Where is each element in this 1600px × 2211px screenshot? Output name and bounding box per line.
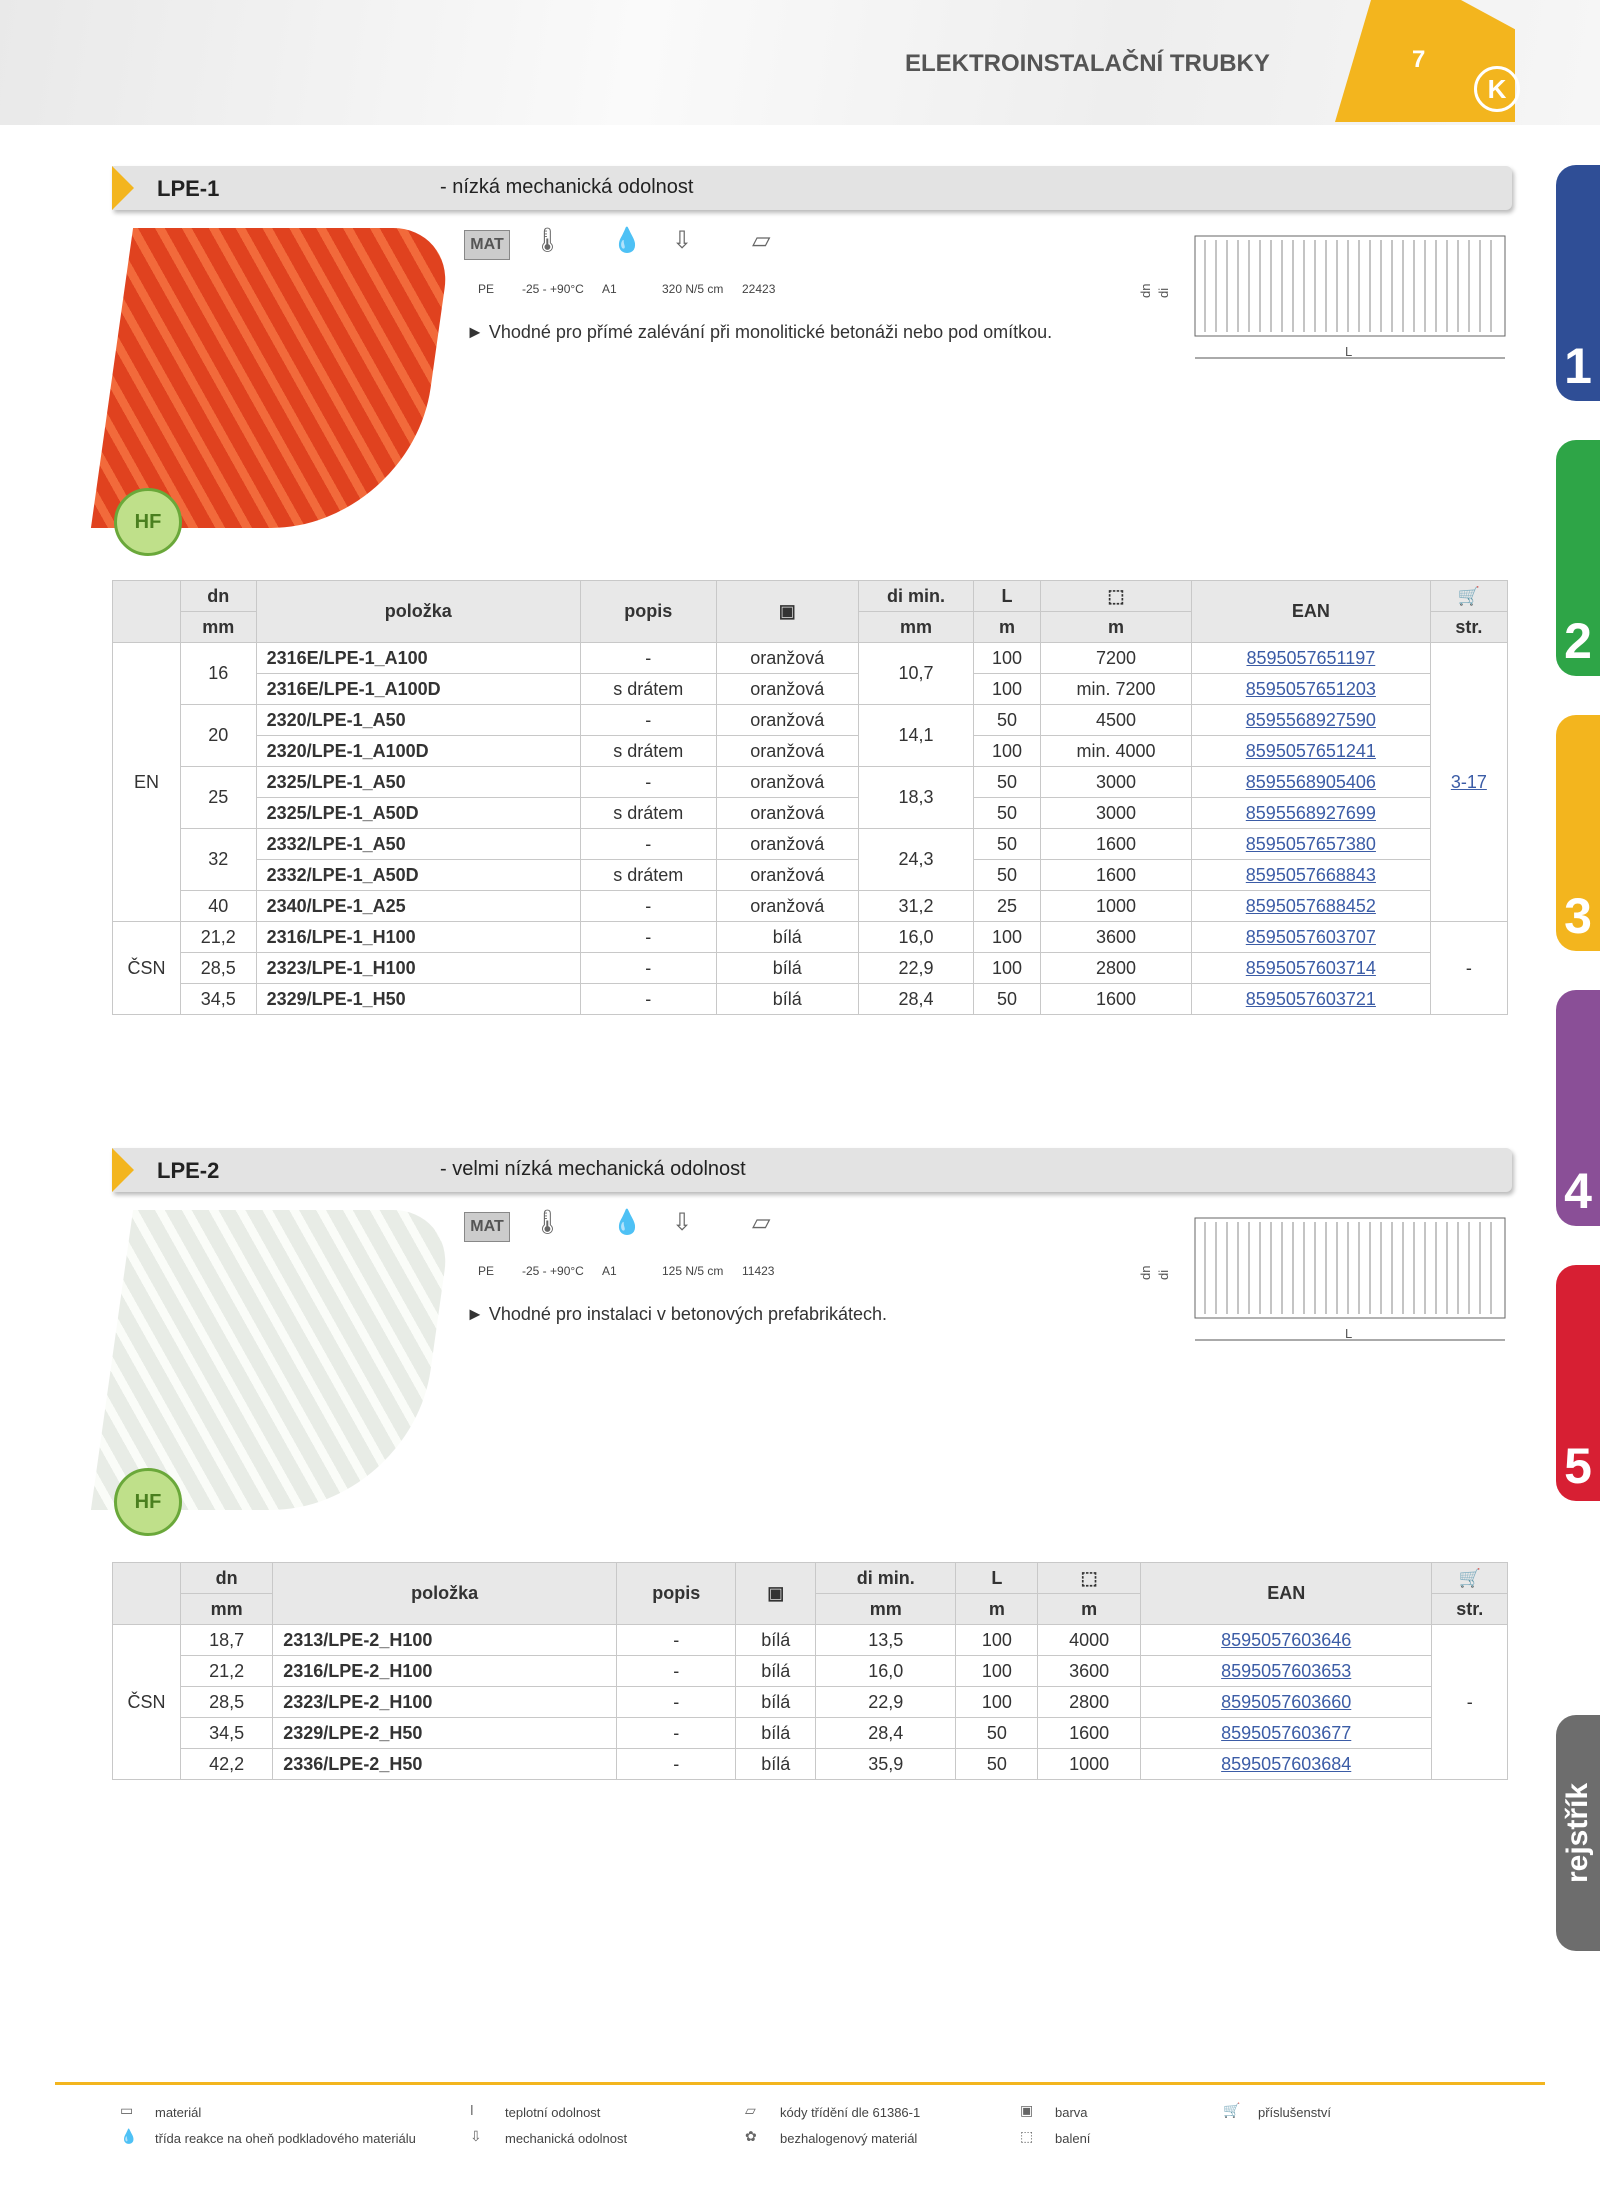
ean-link[interactable]: 8595057668843 xyxy=(1245,864,1376,885)
product-table-lpe2 xyxy=(112,1562,1508,1780)
cell: 2332/LPE-1_A50D xyxy=(266,864,419,885)
ean-link[interactable]: 8595568905406 xyxy=(1245,771,1376,792)
hf-badge: HF xyxy=(114,488,182,556)
L-label: L xyxy=(1345,1326,1353,1341)
ean-link[interactable]: 8595057651241 xyxy=(1245,740,1376,761)
cell: 2332/LPE-1_A50 xyxy=(266,833,406,854)
cell: 100 xyxy=(991,647,1022,668)
cell: 1600 xyxy=(1095,833,1136,854)
cell: - xyxy=(645,988,652,1009)
cell: 100 xyxy=(991,740,1022,761)
cell: 42,2 xyxy=(209,1753,245,1774)
cell: 2316/LPE-2_H100 xyxy=(283,1660,433,1681)
cell: ČSN xyxy=(127,957,166,978)
cell: 50 xyxy=(996,709,1017,730)
icon-label: PE xyxy=(478,1264,495,1278)
ean-link[interactable]: 8595057657380 xyxy=(1245,833,1376,854)
cell: 24,3 xyxy=(898,849,934,869)
section-header-lpe2 xyxy=(112,1148,1512,1192)
pipe-image-white xyxy=(91,1210,453,1510)
col-polozka: položka xyxy=(273,1563,617,1625)
side-tab-label: 1 xyxy=(1564,338,1592,394)
cell: 50 xyxy=(996,802,1017,823)
dimension-drawing xyxy=(1140,1210,1515,1350)
cell: 22,9 xyxy=(868,1691,904,1712)
cell: 28,5 xyxy=(200,957,236,978)
cell: 4500 xyxy=(1095,709,1136,730)
cell: - xyxy=(645,771,652,792)
product-desc: - nízká mechanická odolnost xyxy=(440,176,694,198)
cell: s drátem xyxy=(613,678,684,699)
table-row xyxy=(113,767,1508,798)
cell: - xyxy=(645,833,652,854)
cell: oranžová xyxy=(750,771,825,792)
cell: oranžová xyxy=(750,895,825,916)
cell: 40 xyxy=(208,895,229,916)
cell: 50 xyxy=(996,864,1017,885)
code-icon: ▱ xyxy=(752,227,771,254)
di-label: di xyxy=(1156,1269,1171,1280)
dn-label: dn xyxy=(1138,283,1153,298)
cell: 34,5 xyxy=(200,988,236,1009)
legend-label: třída reakce na oheň podkladového materiálu xyxy=(155,2131,416,2146)
cell: EN xyxy=(133,771,159,792)
ean-link[interactable]: 8595568927699 xyxy=(1245,802,1376,823)
col-polozka: položka xyxy=(256,581,580,643)
legend-label: příslušenství xyxy=(1258,2105,1331,2120)
cell: bílá xyxy=(761,1691,791,1712)
cell: 2800 xyxy=(1095,957,1136,978)
legend-label: bezhalogenový materiál xyxy=(780,2131,918,2146)
cell: - xyxy=(673,1753,680,1774)
cell: s drátem xyxy=(613,864,684,885)
cell: 14,1 xyxy=(898,725,934,745)
icon-label: A1 xyxy=(602,1264,617,1278)
table-row xyxy=(113,922,1508,953)
ean-link[interactable]: 8595057603707 xyxy=(1245,926,1376,947)
cell: 28,4 xyxy=(898,988,934,1009)
cell: 13,5 xyxy=(868,1629,904,1650)
cell: 25 xyxy=(208,787,229,807)
col-ean: EAN xyxy=(1192,581,1431,643)
brand-logo: K xyxy=(1474,66,1520,112)
box-icon: ⬚ xyxy=(1040,581,1191,612)
cell: 1000 xyxy=(1095,895,1136,916)
unit: m xyxy=(956,1594,1038,1625)
col-popis: popis xyxy=(580,581,716,643)
unit: m xyxy=(1038,1594,1141,1625)
ean-link[interactable]: 8595057603684 xyxy=(1221,1753,1352,1774)
temperature-icon: 🌡 xyxy=(532,227,563,254)
table-row xyxy=(113,674,1508,705)
unit: m xyxy=(973,612,1040,643)
cell: bílá xyxy=(772,988,802,1009)
ean-link[interactable]: 8595057603714 xyxy=(1245,957,1376,978)
legend-label: materiál xyxy=(155,2105,202,2120)
product-table-lpe1 xyxy=(112,580,1508,1015)
table-row xyxy=(113,1718,1508,1749)
col-popis: popis xyxy=(617,1563,736,1625)
cell: 2336/LPE-2_H50 xyxy=(283,1753,423,1774)
table-row xyxy=(113,1656,1508,1687)
cell: 50 xyxy=(996,833,1017,854)
cell: oranžová xyxy=(750,647,825,668)
icon-label: 125 N/5 cm xyxy=(662,1264,724,1278)
table-row xyxy=(113,984,1508,1015)
cell: 2323/LPE-2_H100 xyxy=(283,1691,433,1712)
ean-link[interactable]: 8595057688452 xyxy=(1245,895,1376,916)
temperature-icon: ǀ xyxy=(470,2102,474,2118)
cell: 2316E/LPE-1_A100D xyxy=(266,678,441,699)
cell: 3600 xyxy=(1069,1660,1110,1681)
cell: - xyxy=(1466,1691,1473,1712)
flame-icon: 💧 xyxy=(120,2128,138,2144)
icon-label: 11423 xyxy=(742,1264,775,1278)
cell: 2316E/LPE-1_A100 xyxy=(266,647,428,668)
cell: 10,7 xyxy=(898,663,934,683)
cell: - xyxy=(645,709,652,730)
cell: oranžová xyxy=(750,678,825,699)
cell: 28,4 xyxy=(868,1722,904,1743)
table-row xyxy=(113,1687,1508,1718)
col-dn: dn xyxy=(181,1563,273,1594)
cell: bílá xyxy=(761,1660,791,1681)
cell: 1600 xyxy=(1095,988,1136,1009)
cell: oranžová xyxy=(750,833,825,854)
col-empty xyxy=(113,1563,181,1625)
cell: 50 xyxy=(996,771,1017,792)
cell: - xyxy=(673,1691,680,1712)
cell: bílá xyxy=(761,1629,791,1650)
cell: 31,2 xyxy=(898,895,934,916)
note-text: ► Vhodné pro instalaci v betonových prefabrikátech. xyxy=(466,1304,888,1324)
col-ean: EAN xyxy=(1140,1563,1431,1625)
unit: mm xyxy=(181,612,257,643)
L-label: L xyxy=(1345,344,1353,359)
cell: - xyxy=(673,1629,680,1650)
force-icon: ⇩ xyxy=(470,2128,482,2144)
side-tab-1[interactable] xyxy=(1556,165,1600,401)
cell: oranžová xyxy=(750,709,825,730)
legend-label: mechanická odolnost xyxy=(505,2131,628,2146)
table-row xyxy=(113,860,1508,891)
icon-label: 320 N/5 cm xyxy=(662,282,724,296)
footer-line xyxy=(55,2082,1545,2085)
unit: str. xyxy=(1430,612,1507,643)
side-tab-label: 5 xyxy=(1564,1438,1592,1494)
cell: ČSN xyxy=(127,1691,166,1712)
cell: 35,9 xyxy=(868,1753,904,1774)
mat-icon: MAT xyxy=(464,230,510,260)
code-icon: ▱ xyxy=(745,2102,756,2118)
cell: 25 xyxy=(996,895,1017,916)
pipe-image-red xyxy=(91,228,453,528)
cart-icon: 🛒 xyxy=(1430,581,1507,612)
legend-label: teplotní odolnost xyxy=(505,2105,601,2120)
col-dn: dn xyxy=(181,581,257,612)
cell: bílá xyxy=(772,957,802,978)
note-text: ► Vhodné pro přímé zalévání při monolitické betonáži nebo pod omítkou. xyxy=(466,322,1053,342)
ean-link[interactable]: 8595057603660 xyxy=(1221,1691,1352,1712)
icon-label: 22423 xyxy=(742,282,776,296)
cell: 50 xyxy=(986,1753,1007,1774)
cell: 16,0 xyxy=(868,1660,904,1681)
page-number: 7 xyxy=(1412,46,1426,73)
ean-link[interactable]: 8595057651203 xyxy=(1245,678,1376,699)
ean-link[interactable]: 8595057603646 xyxy=(1221,1629,1352,1650)
col-L: L xyxy=(956,1563,1038,1594)
cell: bílá xyxy=(772,926,802,947)
ean-link[interactable]: 8595057651197 xyxy=(1246,647,1376,668)
cell: min. 4000 xyxy=(1076,740,1156,761)
cell: 100 xyxy=(991,926,1022,947)
cell: bílá xyxy=(761,1753,791,1774)
table-row xyxy=(113,736,1508,767)
cell: - xyxy=(1465,957,1472,978)
cell: oranžová xyxy=(750,864,825,885)
col-dimin: di min. xyxy=(816,1563,956,1594)
section-header-lpe1 xyxy=(112,166,1512,210)
side-tab-2[interactable] xyxy=(1556,440,1600,676)
cell: - xyxy=(645,926,652,947)
mat-icon: ▭ xyxy=(120,2102,134,2118)
mat-icon: MAT xyxy=(464,1212,510,1242)
cell: - xyxy=(673,1660,680,1681)
cell: 50 xyxy=(986,1722,1007,1743)
color-icon: ▣ xyxy=(1020,2102,1034,2118)
side-tab-label: 3 xyxy=(1564,888,1592,944)
cell: 21,2 xyxy=(209,1660,245,1681)
legend-label: balení xyxy=(1055,2131,1091,2146)
cell: 18,3 xyxy=(898,787,934,807)
unit: m xyxy=(1040,612,1191,643)
icon-row xyxy=(464,1208,804,1278)
icon-row xyxy=(464,226,804,296)
cell: 7200 xyxy=(1095,647,1136,668)
cell: 20 xyxy=(208,725,229,745)
table-row xyxy=(113,643,1508,674)
ean-link[interactable]: 8595057603653 xyxy=(1221,1660,1352,1681)
cell: - xyxy=(645,895,652,916)
unit: mm xyxy=(859,612,974,643)
page-header-title: ELEKTROINSTALAČNÍ TRUBKY xyxy=(905,50,1270,77)
cell: 2800 xyxy=(1069,1691,1110,1712)
cell: 2320/LPE-1_A50 xyxy=(266,709,406,730)
cell: 28,5 xyxy=(209,1691,245,1712)
side-tab-5[interactable] xyxy=(1556,1265,1600,1501)
dimension-drawing xyxy=(1140,228,1515,368)
legend-label: barva xyxy=(1055,2105,1088,2120)
cell: - xyxy=(673,1722,680,1743)
cell: bílá xyxy=(761,1722,791,1743)
cell: 2323/LPE-1_H100 xyxy=(266,957,416,978)
col-dimin: di min. xyxy=(859,581,974,612)
cell: s drátem xyxy=(613,740,684,761)
temperature-icon: 🌡 xyxy=(532,1209,563,1236)
cell: 1600 xyxy=(1095,864,1136,885)
legend-label: kódy třídění dle 61386-1 xyxy=(780,2105,921,2120)
product-name: LPE-2 xyxy=(157,1158,220,1183)
cell: 2325/LPE-1_A50 xyxy=(266,771,406,792)
side-tab-label: rejstřík xyxy=(1561,1782,1595,1884)
box-icon: ⬚ xyxy=(1020,2128,1034,2144)
cell: 4000 xyxy=(1069,1629,1110,1650)
force-icon: ⇩ xyxy=(672,1209,693,1236)
cell: 50 xyxy=(996,988,1017,1009)
hf-icon: ✿ xyxy=(745,2128,757,2144)
ean-link[interactable]: 8595057603721 xyxy=(1245,988,1376,1009)
flame-icon: 💧 xyxy=(612,227,642,254)
cell: oranžová xyxy=(750,802,825,823)
hf-badge: HF xyxy=(114,1468,182,1536)
cell: 22,9 xyxy=(898,957,934,978)
side-tab-4[interactable] xyxy=(1556,990,1600,1226)
cell: - xyxy=(645,647,652,668)
cell: 3000 xyxy=(1095,771,1136,792)
color-icon: ▣ xyxy=(736,1563,816,1625)
cell: 34,5 xyxy=(209,1722,245,1743)
cell: 2340/LPE-1_A25 xyxy=(266,895,406,916)
table-row xyxy=(113,705,1508,736)
cell: 32 xyxy=(208,849,229,869)
icon-label: -25 - +90°C xyxy=(522,282,584,296)
col-empty xyxy=(113,581,181,643)
dn-label: dn xyxy=(1138,1265,1153,1280)
table-row xyxy=(113,1749,1508,1780)
icon-label: A1 xyxy=(602,282,617,296)
product-desc: - velmi nízká mechanická odolnost xyxy=(440,1158,746,1180)
cell: 2329/LPE-1_H50 xyxy=(266,988,406,1009)
cell: - xyxy=(645,957,652,978)
table-row xyxy=(113,1625,1508,1656)
cell: 100 xyxy=(981,1660,1012,1681)
cell: 100 xyxy=(991,957,1022,978)
icon-label: -25 - +90°C xyxy=(522,1264,584,1278)
cell: 1600 xyxy=(1069,1722,1110,1743)
side-tab-3[interactable] xyxy=(1556,715,1600,951)
ean-link[interactable]: 8595568927590 xyxy=(1245,709,1376,730)
cell: 100 xyxy=(981,1629,1012,1650)
code-icon: ▱ xyxy=(752,1209,771,1236)
side-tab-label: 4 xyxy=(1564,1163,1592,1219)
force-icon: ⇩ xyxy=(672,227,693,254)
table-row xyxy=(113,798,1508,829)
table-row xyxy=(113,891,1508,922)
cell: 16,0 xyxy=(898,926,934,947)
product-name: LPE-1 xyxy=(157,176,220,201)
cell: 2320/LPE-1_A100D xyxy=(266,740,429,761)
cell: 2313/LPE-2_H100 xyxy=(283,1629,433,1650)
cart-icon: 🛒 xyxy=(1432,1563,1508,1594)
col-L: L xyxy=(973,581,1040,612)
cell: oranžová xyxy=(750,740,825,761)
unit: mm xyxy=(181,1594,273,1625)
cell: 100 xyxy=(981,1691,1012,1712)
cell: 21,2 xyxy=(200,926,236,947)
cell: 3000 xyxy=(1095,802,1136,823)
table-row xyxy=(113,829,1508,860)
unit: str. xyxy=(1432,1594,1508,1625)
cell: 100 xyxy=(991,678,1022,699)
di-label: di xyxy=(1156,287,1171,298)
cell: 16 xyxy=(208,663,229,683)
ean-link[interactable]: 8595057603677 xyxy=(1221,1722,1352,1743)
cell: 1000 xyxy=(1069,1753,1110,1774)
cell: 2325/LPE-1_A50D xyxy=(266,802,419,823)
flame-icon: 💧 xyxy=(612,1209,642,1236)
cell: 2316/LPE-1_H100 xyxy=(266,926,416,947)
cell: 3600 xyxy=(1095,926,1136,947)
cell: min. 7200 xyxy=(1076,678,1156,699)
table-row xyxy=(113,953,1508,984)
cell: 18,7 xyxy=(209,1629,245,1650)
cell[interactable]: 3-17 xyxy=(1450,771,1487,792)
icon-label: PE xyxy=(478,282,495,296)
cart-icon: 🛒 xyxy=(1223,2102,1241,2118)
box-icon: ⬚ xyxy=(1038,1563,1141,1594)
unit: mm xyxy=(816,1594,956,1625)
cell: s drátem xyxy=(613,802,684,823)
side-tab-6[interactable] xyxy=(1556,1715,1600,1951)
side-tab-label: 2 xyxy=(1564,613,1592,669)
color-icon: ▣ xyxy=(716,581,858,643)
cell: 2329/LPE-2_H50 xyxy=(283,1722,423,1743)
